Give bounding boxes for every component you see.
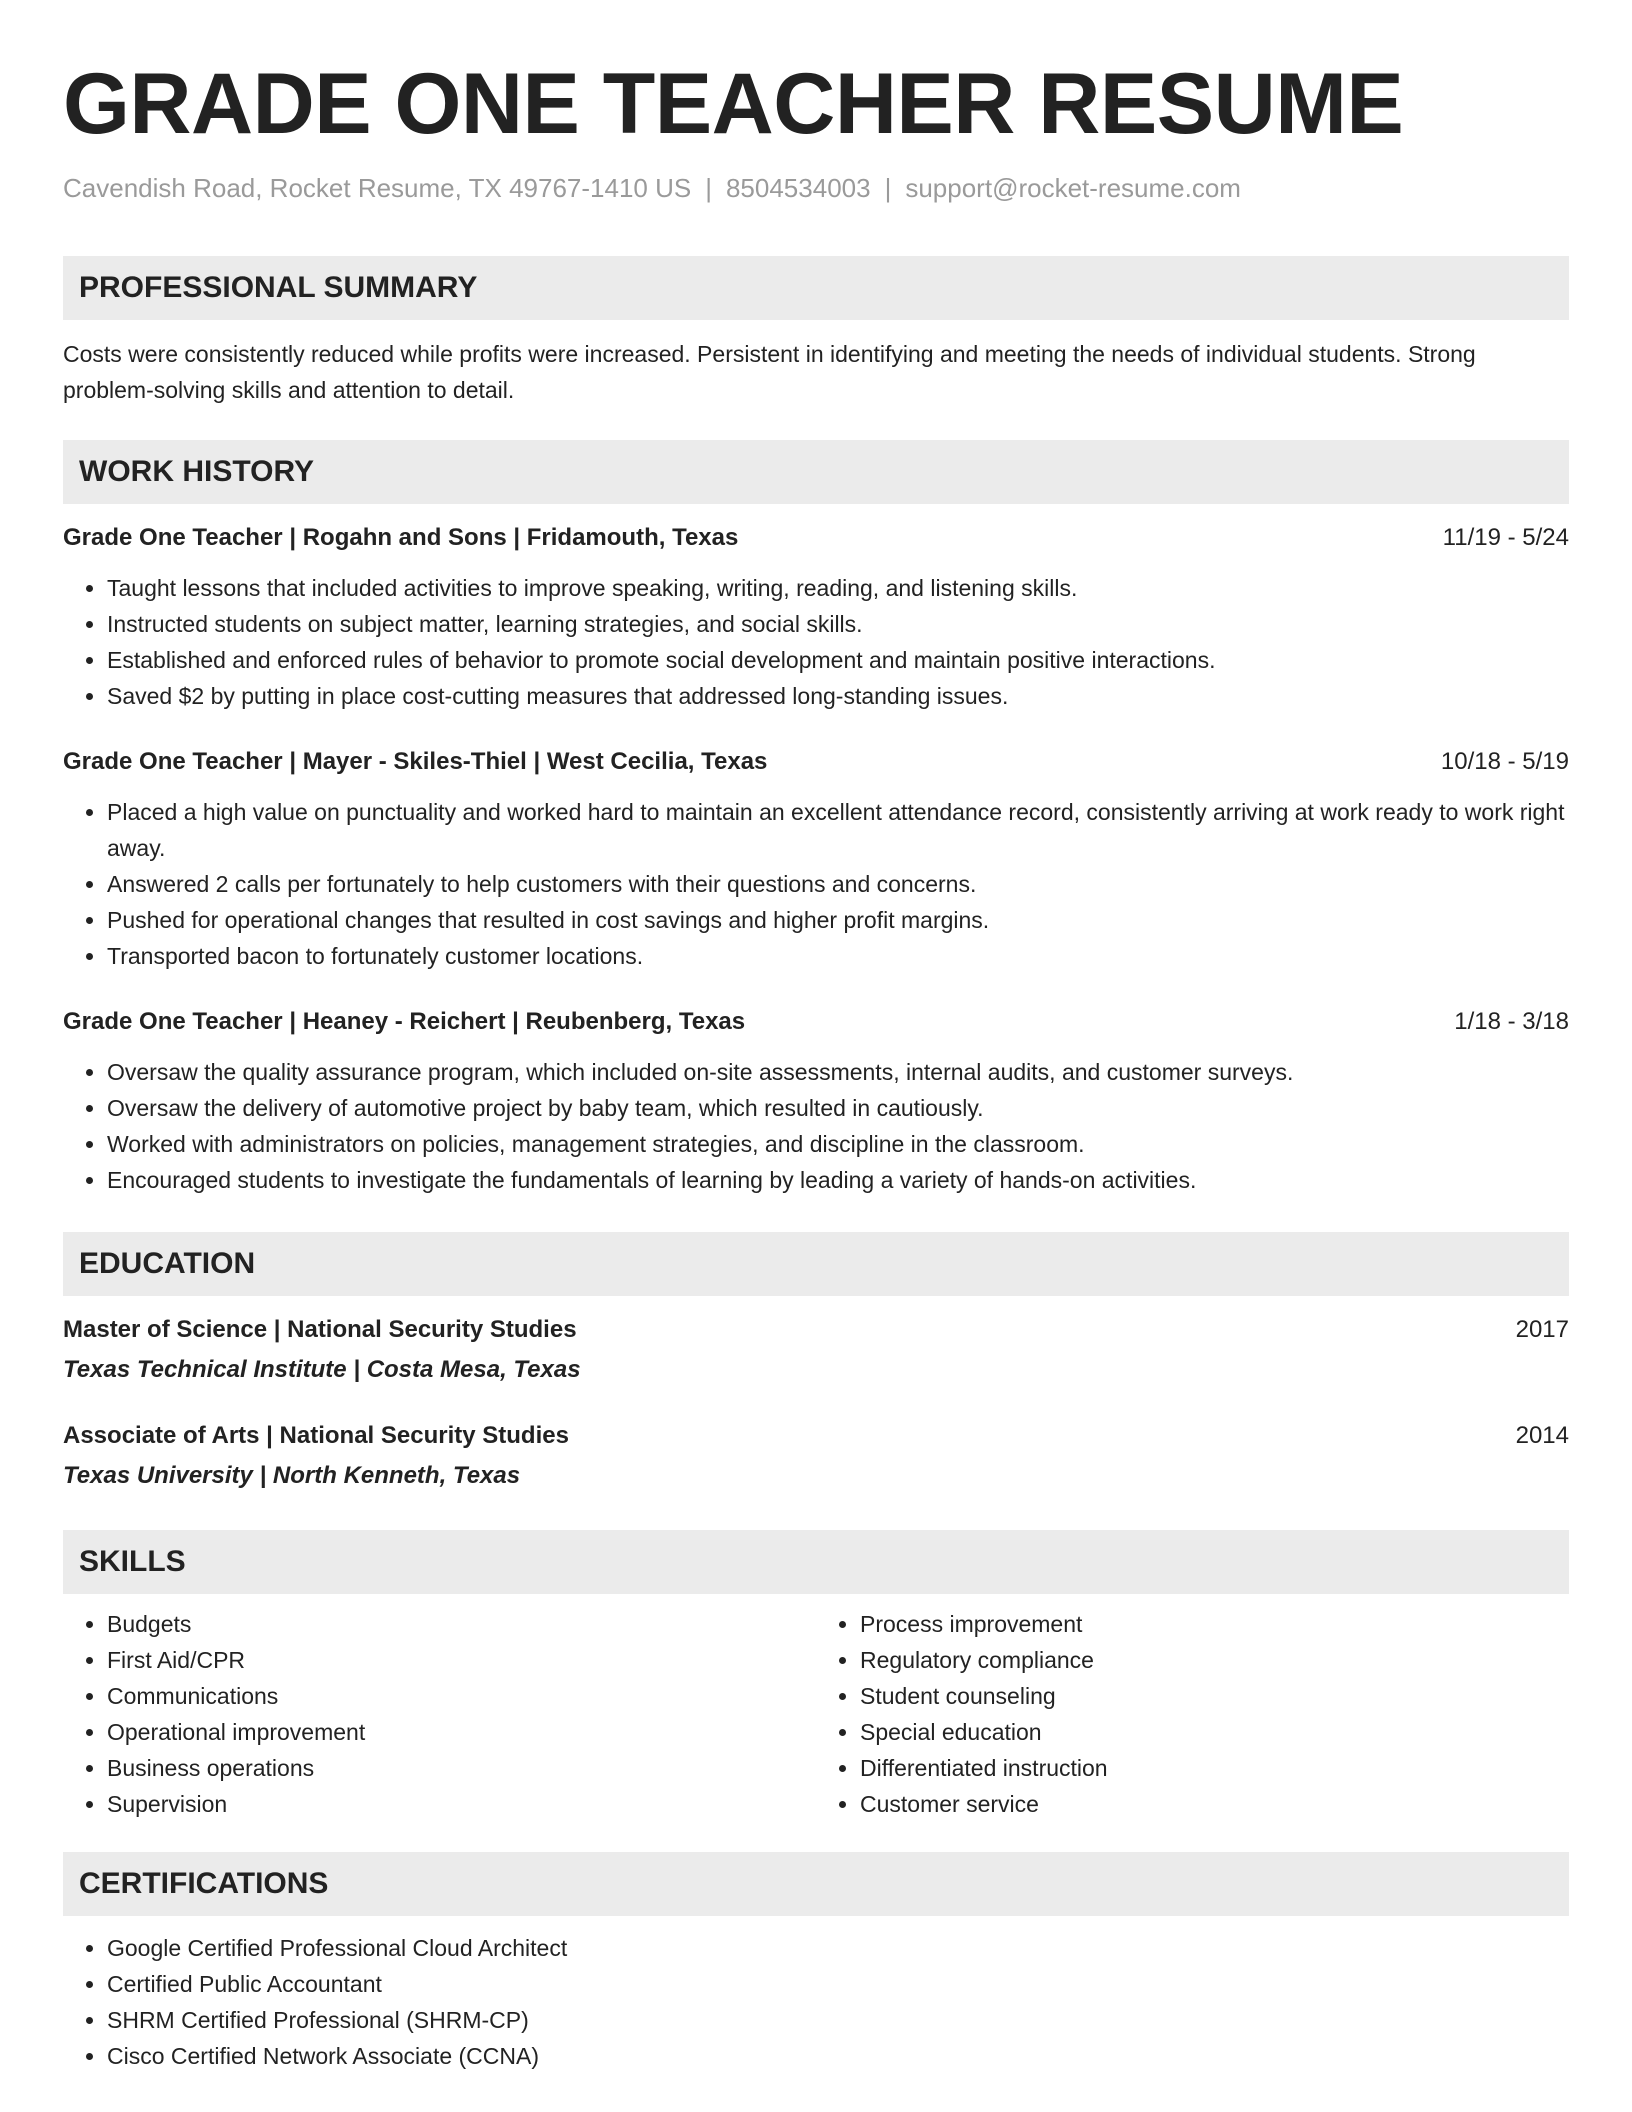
contact-separator: | [705,173,712,203]
job-bullet: • Oversaw the delivery of automotive project by baby team, which resulted in cautiously. [107,1090,1569,1126]
skill-item: • Supervision [107,1786,816,1822]
job-dates: 10/18 - 5/19 [1440,748,1569,775]
job-bullets [63,794,1569,974]
education-degree: Master of Science | National Security Studies [63,1316,577,1343]
skill-item: • Process improvement [860,1606,1569,1642]
skill-item: • Budgets [107,1606,816,1642]
job-title: Grade One Teacher | Heaney - Reichert | Reubenberg, Texas [63,1008,746,1035]
job-bullet: • Encouraged students to investigate the fundamentals of learning by leading a variety of hands-on activities. [107,1162,1569,1198]
job-bullet: • Taught lessons that included activities to improve speaking, writing, reading, and listening skills. [107,570,1569,606]
job-bullet: • Saved $2 by putting in place cost-cutting measures that addressed long-standing issues. [107,678,1569,714]
job-dates: 11/19 - 5/24 [1442,524,1569,551]
skill-item: • Communications [107,1678,816,1714]
job-bullet: • Worked with administrators on policies, management strategies, and discipline in the classroom. [107,1126,1569,1162]
section-heading-skills: SKILLS [63,1530,1569,1594]
section-heading-work-history: WORK HISTORY [63,440,1569,504]
education-degree: Associate of Arts | National Security Studies [63,1422,569,1449]
skill-item: • First Aid/CPR [107,1642,816,1678]
education-entry [63,1312,1569,1388]
contact-email: support@rocket-resume.com [905,173,1241,203]
contact-address: Cavendish Road, Rocket Resume, TX 49767-1410 US [63,173,692,203]
skills-list [63,1606,1569,1822]
education-entry [63,1418,1569,1494]
job-bullets [63,1054,1569,1198]
contact-line [63,172,1569,204]
certification-item: • Certified Public Accountant [107,1966,1569,2002]
section-heading-summary: PROFESSIONAL SUMMARY [63,256,1569,320]
skill-item: • Student counseling [860,1678,1569,1714]
education-school: Texas University | North Kenneth, Texas [63,1462,521,1489]
job-bullet: • Placed a high value on punctuality and worked hard to maintain an excellent attendance record, consistently arriving at work ready to work right away. [107,794,1569,866]
certification-item: • SHRM Certified Professional (SHRM-CP) [107,2002,1569,2038]
skill-item: • Differentiated instruction [860,1750,1569,1786]
job-title: Grade One Teacher | Mayer - Skiles-Thiel | West Cecilia, Texas [63,748,768,775]
contact-phone: 8504534003 [725,173,871,203]
skills-column-right [816,1606,1569,1822]
job-entry [63,520,1569,714]
skill-item: • Customer service [860,1786,1569,1822]
skill-item: • Regulatory compliance [860,1642,1569,1678]
certification-item: • Google Certified Professional Cloud Architect [107,1930,1569,1966]
skill-item: • Business operations [107,1750,816,1786]
resume-title: GRADE ONE TEACHER RESUME [63,56,1404,152]
job-bullet: • Instructed students on subject matter, learning strategies, and social skills. [107,606,1569,642]
section-heading-certifications: CERTIFICATIONS [63,1852,1569,1916]
education-year: 2017 [1515,1316,1569,1343]
section-heading-education: EDUCATION [63,1232,1569,1296]
certification-item: • Cisco Certified Network Associate (CCNA) [107,2038,1569,2074]
education-year: 2014 [1515,1422,1569,1449]
skills-column-left [63,1606,816,1822]
job-dates: 1/18 - 3/18 [1454,1008,1569,1035]
skill-item: • Special education [860,1714,1569,1750]
job-bullet: • Pushed for operational changes that resulted in cost savings and higher profit margins. [107,902,1569,938]
skill-item: • Operational improvement [107,1714,816,1750]
job-bullet: • Answered 2 calls per fortunately to help customers with their questions and concerns. [107,866,1569,902]
job-bullets [63,570,1569,714]
summary-text: Costs were consistently reduced while profits were increased. Persistent in identifying and meeting the needs of individual students. Strong problem-solving skills and attention to detail. [63,341,1476,403]
job-title: Grade One Teacher | Rogahn and Sons | Fridamouth, Texas [63,524,739,551]
job-entry [63,744,1569,974]
job-bullet: • Established and enforced rules of behavior to promote social development and maintain positive interactions. [107,642,1569,678]
contact-separator: | [884,173,892,203]
certifications-list [63,1930,1569,2074]
job-bullet: • Oversaw the quality assurance program, which included on-site assessments, internal audits, and customer surveys. [107,1054,1569,1090]
job-bullet: • Transported bacon to fortunately customer locations. [107,938,1569,974]
education-school: Texas Technical Institute | Costa Mesa, Texas [63,1356,581,1383]
job-entry [63,1004,1569,1198]
